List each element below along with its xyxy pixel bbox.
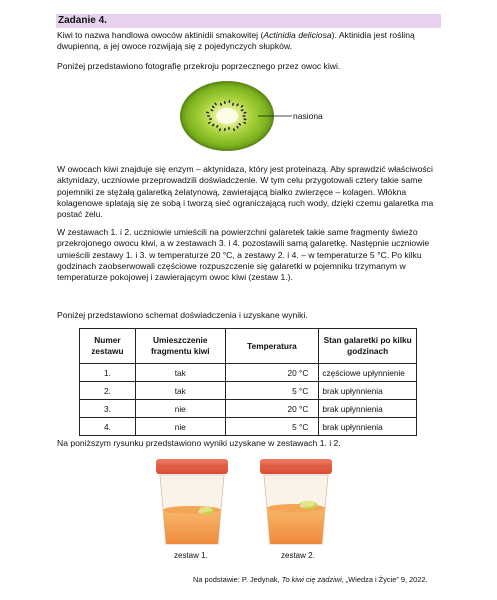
jar-set-2 <box>260 459 332 544</box>
cell-state: brak upłynnienia <box>319 400 417 418</box>
intro-text-end: ). Aktinidia jest rośliną dwupienną, a jej owoce rozwijają się z pojedynczych słupków. <box>57 30 415 52</box>
cell-temperature: 5 °C <box>225 382 319 400</box>
header-temperature: Temperatura <box>225 329 319 364</box>
table-row <box>80 364 417 382</box>
cell-set-number: 1. <box>80 364 136 382</box>
cell-kiwi: tak <box>135 382 225 400</box>
cell-kiwi: nie <box>135 400 225 418</box>
cell-kiwi: tak <box>135 364 225 382</box>
table-row <box>80 382 417 400</box>
jar-label-set-2: zestaw 2. <box>281 551 315 560</box>
cell-kiwi: nie <box>135 418 225 436</box>
citation-start: Na podstawie: P. Jedynak, <box>193 575 282 584</box>
cell-set-number: 2. <box>80 382 136 400</box>
source-citation <box>193 575 428 584</box>
citation-end: , „Wiedza i Życie” 9, 2022. <box>341 575 428 584</box>
intro-paragraph <box>57 30 442 53</box>
cell-state: brak upłynnienia <box>319 382 417 400</box>
header-jelly-state: Stan galaretki po kilku godzinach <box>319 329 417 364</box>
header-kiwi-placement: Umieszczenie fragmentu kiwi <box>135 329 225 364</box>
jars-illustration <box>152 456 342 548</box>
table-header-row <box>80 329 417 364</box>
results-table <box>79 328 417 436</box>
photo-caption: Poniżej przedstawiono fotografię przekroju poprzecznego przez owoc kiwi. <box>57 61 341 71</box>
procedure-paragraph: W zestawach 1. i 2. uczniowie umieścili na powierzchni galaretek takie same fragmenty świeżo przekrojonego owocu kiwi, a w zestawach 3. i 4. pozostawili samą galaretkę. Następnie uczniowie umieścili zestawy 1. i 3. w temperaturze 20 °C, a zestawy 2. i 4. – w temperaturze 5 °C. Po kilku godzinach zaobserwowali częściowe rozpuszczenie się galaretki w pojemniku trzymanym w temperaturze pokojowej i zawierającym owoc kiwi (zestaw 1.). <box>57 227 430 283</box>
enzyme-paragraph: W owocach kiwi znajduje się enzym – aktynidaza, który jest proteinazą. Aby sprawdzić właściwości aktynidazy, uczniowie przeprowadzili doświadczenie. W tym celu przygotowali cztery takie same pojemniki ze stężałą galaretką żelatynową, zawierającą białko zwierzęce – kolagen. Włókna kolagenowe splatają się ze sobą i tworzą sieć ograniczającą ruch wody, dzięki czemu galaretka ma postać żelu. <box>57 164 434 220</box>
header-set-number: Numer zestawu <box>80 329 136 364</box>
table-intro: Poniżej przedstawiono schemat doświadczenia i uzyskane wyniki. <box>57 310 308 320</box>
intro-text-start: Kiwi to nazwa handlowa owoców aktinidii smakowitej ( <box>57 30 264 40</box>
task-header: Zadanie 4. <box>56 14 441 28</box>
cell-temperature: 20 °C <box>225 400 319 418</box>
jar-set-1 <box>156 459 228 544</box>
seeds-label: nasiona <box>293 111 323 121</box>
table-row <box>80 400 417 418</box>
table-row <box>80 418 417 436</box>
cell-temperature: 20 °C <box>225 364 319 382</box>
citation-title: To kiwi cię zadziwi <box>281 575 342 584</box>
cell-state: częściowe upłynnienie <box>319 364 417 382</box>
jar-label-set-1: zestaw 1. <box>174 551 208 560</box>
figure-intro: Na poniższym rysunku przedstawiono wyniki uzyskane w zestawach 1. i 2. <box>57 438 341 448</box>
latin-name: Actinidia deliciosa <box>263 30 332 40</box>
seeds-pointer-line <box>258 112 294 120</box>
cell-set-number: 3. <box>80 400 136 418</box>
cell-state: brak upłynnienia <box>319 418 417 436</box>
cell-set-number: 4. <box>80 418 136 436</box>
cell-temperature: 5 °C <box>225 418 319 436</box>
